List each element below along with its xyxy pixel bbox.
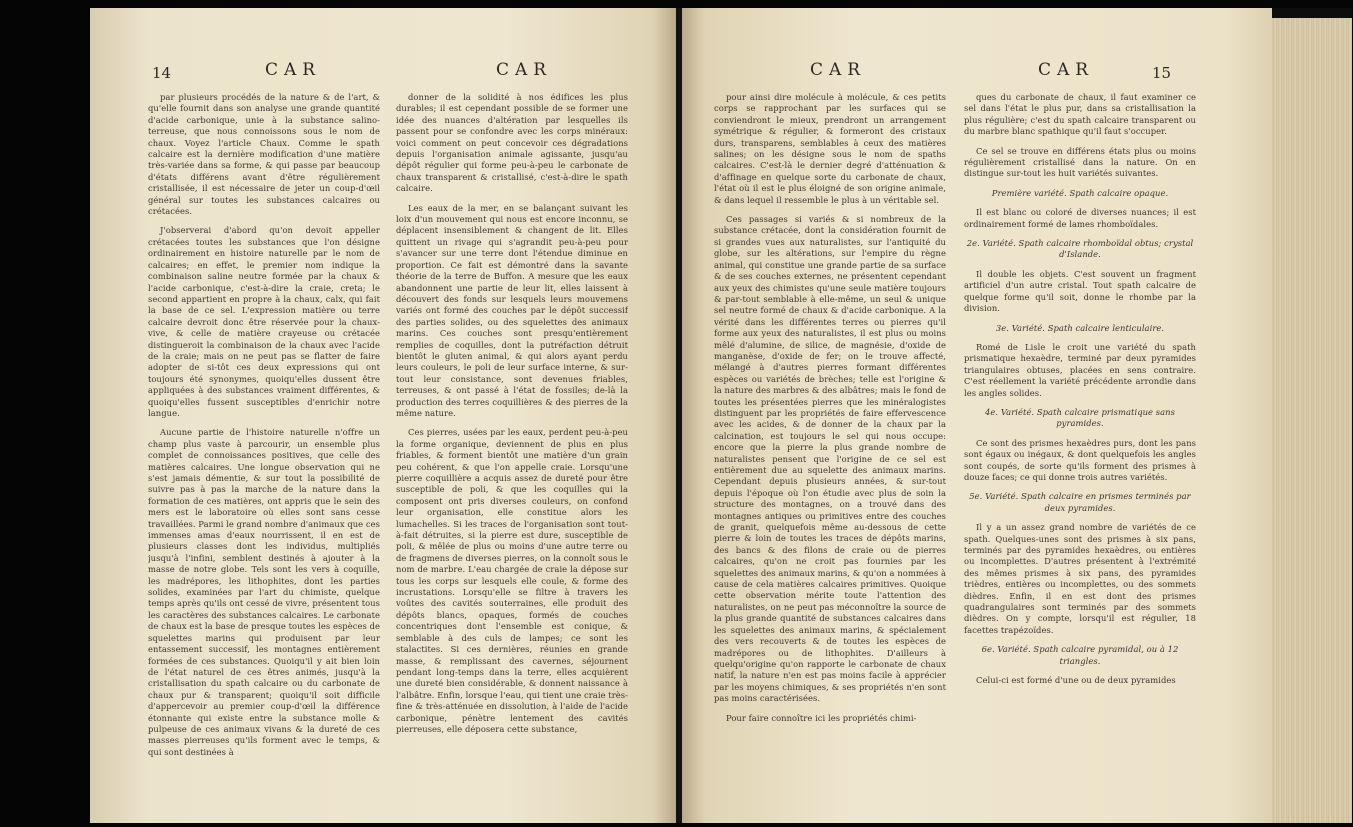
paragraph: Les eaux de la mer, en se balançant suivant les loix d'un mouvement qui nous est encore inconnu, se déplacent insensiblement & changent de lit. Elles quittent un rivage qui s'agrandit peu-à-peu pour s'avancer sur une terre dont l'étendue diminue en proportion. Ce fait est démontré dans la savante théorie de la terre de Buffon. A mesure que les eaux abandonnent une partie de leur lit, elles laissent à découvert des fonds sur lesquels leurs mouvemens variés ont formé des couches par le dépôt successif des parties solides, ou des squelettes des animaux marins. Ces couches sont presqu'entièrement remplies de coquilles, dont la putréfaction détruit bientôt le gluten animal, & qui alors ayant perdu leurs couleurs, le poli de leur surface interne, & sur-tout leur consistance, sont devenues friables, terreuses, & ont passé à l'état de fossiles; de-là la production des terres coquillières & des pierres de la même nature.	[396, 202, 628, 418]
paragraph: par plusieurs procédés de la nature & de l'art, & qu'elle fournit dans son analyse une grande quantité d'acide carbonique, unie à la substance salino-terreuse, que nous connoissons sous le nom de chaux. Voyez l'article Chaux. Comme le spath calcaire est la dernière modification d'une matière très-variée dans sa forme, & qui passe par beaucoup d'états différens avant d'être régulièrement cristallisée, il est nécessaire de jeter un coup-d'œil général sur toutes les substances calcaires ou crétacées.	[148, 92, 380, 217]
paragraph: Ce sont des prismes hexaèdres purs, dont les pans sont égaux ou inégaux, & dont quelquefois les angles sont coupés, de sorte qu'ils forment des prismes à douze faces; ce qui donne trois autres variétés.	[964, 437, 1196, 482]
text-column-2	[964, 92, 1196, 812]
paragraph: pour ainsi dire molécule à molécule, & ces petits corps se rapprochant par les surfaces qui se conviendront le mieux, prendront un arrangement symétrique & régulier, & formeront des cristaux durs, transparens, semblables à ceux des matières salines; on les désigne sous le nom de spaths calcaires. C'est-là le dernier degré d'atténuation & d'affinage en quelque sorte du carbonate de chaux, l'état où il est le plus éloigné de son origine animale, & dans lequel il ressemble le plus à un véritable sel.	[714, 92, 946, 205]
variety-heading: 5e. Variété. Spath calcaire en prismes terminés par deux pyramides.	[969, 491, 1191, 513]
left-page	[90, 8, 676, 823]
paragraph: ques du carbonate de chaux, il faut examiner ce sel dans l'état le plus pur, dans sa cristallisation la plus régulière; c'est du spath calcaire transparent ou du marbre blanc spathique qu'il faut s'occuper.	[964, 92, 1196, 137]
paragraph: Ces passages si variés & si nombreux de la substance crétacée, dont la considération fournit de si grandes vues aux naturalistes, sur l'antiquité du globe, sur les altérations, sur l'empire du règne animal, qui constitue une grande partie de sa surface & de ses couches externes, ne présentent cependant aux yeux des chimistes qu'une seule matière toujours & par-tout semblable à elle-même, un seul & unique sel neutre formé de chaux & d'acide carbonique. A la vérité dans les différentes terres ou pierres qu'il forme aux yeux des naturalistes, il est plus ou moins mêlé d'alumine, de silice, de magnésie, d'oxide de manganèse, d'oxide de fer; on le trouve affecté, mélangé à d'autres pierres formant différentes espèces ou variétés de brèches; telle est l'origine & la nature des marbres & des albâtres; mais le fond de toutes les présentées pierres que les minéralogistes distinguent par les propriétés de faire effervescence avec les acides, & de donner de la chaux par la calcination, est toujours le sel qui nous occupe: encore que la pierre la plus grande nombre de naturalistes pensent que l'origine de ce sel est entièrement due au squelette des animaux marins. Cependant depuis plusieurs années, & sur-tout depuis l'époque où l'on étudie avec plus de soin la structure des montagnes, on a trouvé dans des montagnes antiques ou primitives entre des couches de granit, quelquefois même au-dessous de cette pierre & loin de toutes les traces de dépôts marins, des bancs & des filons de craie ou de pierres calcaires, qu'on ne croit pas fournies par les squelettes des animaux marins, & qu'on a nommées à cause de cela matières calcaires primitives. Quoique cette observation mérite toute l'attention des naturalistes, on ne peut pas méconnoître la source de la plus grande quantité de substances calcaires dans les squelettes des animaux marins, & spécialement des vers recouverts & de toutes les espèces de madrépores ou de lithophites. D'ailleurs à quelqu'origine qu'on rapporte le carbonate de chaux natif, la nature n'en est pas moins facile à apprécier par les moyens chimiques, & ses propriétés n'en sont pas moins caractérisées.	[714, 214, 946, 704]
book-spread	[90, 8, 1352, 823]
paragraph: J'observerai d'abord qu'on devoit appeller crétacées toutes les substances que l'on désigne ordinairement en histoire naturelle par le nom de calcaires; en effet, le premier nom indique la combinaison saline neutre formée par la chaux & l'acide carbonique, c'est-à-dire la craie, creta; le second appartient en propre à la chaux, calx, qui fait la base de ce sel. L'expression matière ou terre calcaire devroit donc être réservée pour la chaux-vive, & celle de matière crayeuse ou crétacée distingueroit la combinaison de la chaux avec l'acide de la craie; mais on ne peut pas se flatter de faire adopter de si-tôt ces deux expressions qui ont toujours été synonymes, quoiqu'elles dussent être appliquées à des substances vraiment différentes, & quoiqu'elles fussent susceptibles d'enrichir notre langue.	[148, 225, 380, 418]
paragraph: Il est blanc ou coloré de diverses nuances; il est ordinairement formé de lames rhomboïdales.	[964, 207, 1196, 229]
variety-heading: 2e. Variété. Spath calcaire rhomboïdal obtus; crystal d'Islande.	[966, 238, 1194, 260]
text-column-2	[396, 92, 628, 812]
paragraph: Pour faire connoître ici les propriétés chimi-	[726, 712, 917, 723]
text-column-1	[714, 92, 946, 812]
running-head-left: CAR	[810, 60, 867, 80]
text-column-1	[148, 92, 380, 812]
page-number: 15	[1152, 64, 1172, 82]
running-head-left: CAR	[265, 60, 322, 80]
running-head-right: CAR	[496, 60, 553, 80]
variety-heading: Première variété. Spath calcaire opaque.	[991, 187, 1169, 198]
variety-heading: 3e. Variété. Spath calcaire lenticulaire.	[995, 322, 1165, 333]
paragraph: Aucune partie de l'histoire naturelle n'offre un champ plus vaste à parcourir, un ensemble plus complet de connoissances positives, que celle des matières calcaires. Une longue observation qui ne s'est jamais démentie, & sur tout la possibilité de suivre pas à pas la marche de la nature dans la formation de ces matières, ont appris que le sein des mers est le laboratoire où elles sont sans cesse travaillées. Parmi le grand nombre d'animaux que ces immenses amas d'eaux nourrissent, il en est de plusieurs classes dont les individus, multipliés jusqu'à l'infini, semblent destinés à ajouter à la masse de notre globe. Tels sont les vers à coquille, les madrépores, les lithophites, dont les parties solides, examinées par l'art du chimiste, quelque temps après qu'ils ont cessé de vivre, présentent tous les caractères des substances calcaires. Le carbonate de chaux est la base de presque toutes les espèces de squelettes marins qui produisent par leur entassement successif, les montagnes entièrement formées de ces substances. Quoiqu'il y ait bien loin de l'état naturel de ces êtres animés, jusqu'à la cristallisation du spath calcaire ou du carbonate de chaux pur & transparent; quoiqu'il soit difficile d'appercevoir au premier coup-d'œil la différence étonnante qui existe entre la substance molle & pulpeuse de ces animaux vivans & la dureté de ces masses pierreuses qu'ils forment avec le temps, & qui sont destinées à	[148, 427, 380, 757]
paragraph: Celui-ci est formé d'une ou de deux pyramides	[976, 675, 1176, 686]
variety-heading: 6e. Variété. Spath calcaire pyramidal, ou à 12 triangles.	[981, 644, 1179, 666]
paragraph: donner de la solidité à nos édifices les plus durables; il est cependant possible de se former une idée des nuances d'altération par lesquelles ils passent pour se confondre avec les corps minéraux: voici comment on peut concevoir ces dégradations depuis l'organisation animale agissante, jusqu'au dépôt régulier qui forme peu-à-peu le carbonate de chaux transparent & cristallisé, c'est-à-dire le spath calcaire.	[396, 92, 628, 194]
paragraph: Romé de Lisle le croit une variété du spath prismatique hexaèdre, terminé par deux pyramides triangulaires obtuses, placées en sens contraire. C'est réellement la variété précédente arrondie dans les angles solides.	[964, 341, 1196, 398]
paragraph: Ces pierres, usées par les eaux, perdent peu-à-peu la forme organique, deviennent de plus en plus friables, & forment bientôt une matière d'un grain peu cohérent, & que l'on appelle craie. Lorsqu'une pierre coquillière a acquis assez de dureté pour être susceptible de poli, & que les coquilles qui la composent ont pris diverses couleurs, on confond leur organisation, elle constitue alors les lumachelles. Si les traces de l'organisation sont tout-à-fait détruites, si la pierre est dure, susceptible de poli, & mêlée de plus ou moins d'une autre terre ou de fragmens de diverses pierres, on la connoît sous le nom de marbre. L'eau chargée de craie la dépose sur tous les corps sur lesquels elle coule, & forme des incrustations. Lorsqu'elle se filtre à travers les voûtes des cavités souterraines, elle produit des dépôts blancs, opaques, formés de couches concentriques dont l'ensemble est conique, & semblable à des culs de lampes; ce sont les stalactites. Si ces dernières, réunies en grande masse, & remplissant des cavernes, séjournent pendant long-temps dans la terre, elles acquièrent une dureté bien considérable, & donnent naissance à l'albâtre. Enfin, lorsque l'eau, qui tient une craie très-fine & très-atténuée en dissolution, à l'aide de l'acide carbonique, pénètre lentement des cavités pierreuses, elle déposera cette substance,	[396, 427, 628, 734]
running-head-right: CAR	[1038, 60, 1095, 80]
paragraph: Il double les objets. C'est souvent un fragment artificiel d'un autre cristal. Tout spath calcaire de quelque forme qu'il soit, donne le rhombe par la division.	[964, 268, 1196, 314]
page-block-edge	[1272, 18, 1352, 823]
page-number: 14	[152, 64, 172, 82]
paragraph: Il y a un assez grand nombre de variétés de ce spath. Quelques-unes sont des prismes à six pans, terminés par des pyramides hexaèdres, ou entières ou incomplettes. D'autres présentent à l'extrémité des mêmes prismes à six pans, des pyramides trièdres, entières ou incomplettes, ou des sommets dièdres. Enfin, il en est dont des prismes quadrangulaires sont terminés par des sommets dièdres. On y compte, lorsqu'il est régulier, 18 facettes trapézoïdes.	[964, 522, 1196, 635]
paragraph: Ce sel se trouve en différens états plus ou moins régulièrement cristallisé dans la nature. On en distingue sur-tout les huit variétés suivantes.	[964, 145, 1196, 179]
right-page	[682, 8, 1272, 823]
variety-heading: 4e. Variété. Spath calcaire prismatique sans pyramides.	[985, 406, 1175, 429]
